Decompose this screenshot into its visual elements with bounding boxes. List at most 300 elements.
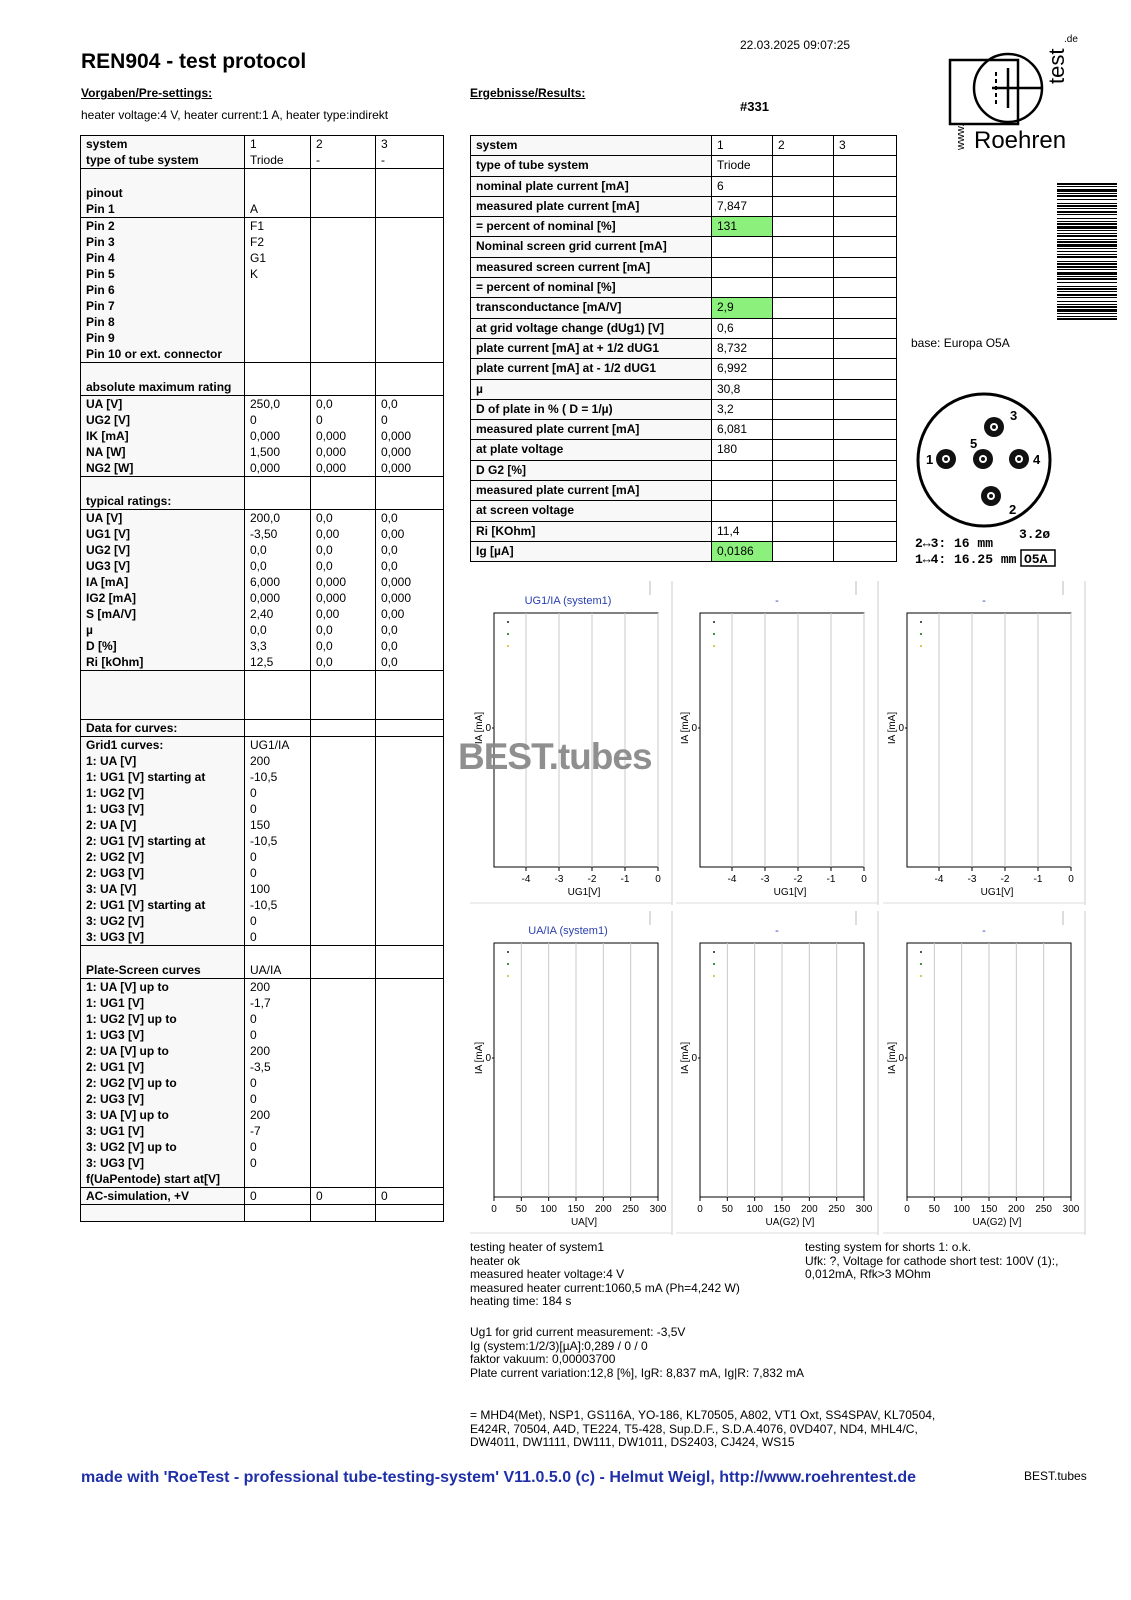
cell-system-2 — [311, 865, 376, 881]
row-label: 1: UG1 [V] starting at — [81, 769, 245, 785]
cell-system-1: 11,4 — [712, 521, 773, 541]
x-tick-label: 300 — [649, 1204, 667, 1215]
cell-system-1: 1,500 — [245, 444, 311, 460]
table-row — [81, 913, 444, 929]
table-row — [471, 460, 897, 480]
logo-www: www. — [955, 123, 967, 150]
row-label: Plate-Screen curves — [81, 962, 245, 979]
row-label: IK [mA] — [81, 428, 245, 444]
cell-system-1 — [245, 169, 311, 186]
table-row — [471, 440, 897, 460]
cell-system-3: 0,0 — [376, 558, 444, 574]
cell-system-2: 0,0 — [311, 638, 376, 654]
base-diagram — [909, 390, 1059, 568]
cell-system-3 — [376, 1011, 444, 1027]
cell-system-1: 0 — [245, 1011, 311, 1027]
cell-system-2: 0,0 — [311, 654, 376, 671]
cell-system-1 — [712, 481, 773, 501]
barcode-bar — [1057, 286, 1117, 287]
cell-system-2 — [311, 185, 376, 201]
row-label: D [%] — [81, 638, 245, 654]
roehrentest-logo — [946, 32, 1086, 154]
table-row — [81, 1011, 444, 1027]
cell-system-1: A — [245, 201, 311, 218]
table-row — [81, 574, 444, 590]
table-row — [471, 501, 897, 521]
barcode-bar — [1057, 251, 1117, 252]
cell-system-2 — [773, 379, 834, 399]
x-tick-label: 300 — [1062, 1204, 1080, 1215]
cell-system-1 — [245, 671, 311, 688]
cell-system-1: 6 — [712, 176, 773, 196]
base-diagram-graphic — [909, 390, 1059, 568]
row-label: typical ratings: — [81, 493, 245, 510]
chart-grid-3 — [883, 581, 1085, 905]
table-row — [81, 703, 444, 720]
cell-system-3: 0,00 — [376, 526, 444, 542]
legend-marker — [920, 951, 922, 953]
cell-system-2: 0,000 — [311, 444, 376, 460]
cell-system-1 — [712, 257, 773, 277]
table-row — [81, 785, 444, 801]
cell-system-2 — [311, 929, 376, 946]
cell-system-3 — [834, 541, 897, 561]
cell-system-1: 200 — [245, 1043, 311, 1059]
cell-system-1 — [245, 346, 311, 363]
cell-system-1: 150 — [245, 817, 311, 833]
cell-system-3: 0,000 — [376, 428, 444, 444]
table-row — [81, 298, 444, 314]
cell-system-3 — [376, 282, 444, 298]
cell-system-1: Triode — [712, 156, 773, 176]
table-row — [81, 379, 444, 396]
legend-marker — [713, 633, 715, 635]
x-tick-label: -2 — [1000, 874, 1010, 885]
cell-system-3 — [376, 720, 444, 737]
table-row — [81, 266, 444, 282]
row-label: plate current [mA] at - 1/2 dUG1 — [471, 359, 712, 379]
legend-marker — [507, 633, 509, 635]
cell-system-2: 0,0 — [311, 510, 376, 527]
barcode-bar — [1057, 313, 1117, 314]
cell-system-1: F2 — [245, 234, 311, 250]
y-axis-label: IA [mA] — [680, 1041, 691, 1075]
table-row — [81, 979, 444, 996]
row-label: 3: UA [V] — [81, 881, 245, 897]
table-row — [81, 282, 444, 298]
cell-system-1: 0,0 — [245, 558, 311, 574]
row-label: Pin 6 — [81, 282, 245, 298]
serial-number: #331 — [740, 99, 769, 114]
cell-system-2 — [311, 250, 376, 266]
cell-system-1: 0 — [245, 849, 311, 865]
row-label: transconductance [mA/V] — [471, 298, 712, 318]
table-row — [81, 477, 444, 494]
table-row — [81, 769, 444, 785]
cell-system-3 — [376, 769, 444, 785]
table-row — [81, 1188, 444, 1205]
cell-system-2 — [773, 237, 834, 257]
cell-system-2 — [773, 176, 834, 196]
chart-title: UG1/IA (system1) — [524, 595, 612, 607]
table-row — [81, 169, 444, 186]
cell-system-1: 6,000 — [245, 574, 311, 590]
x-tick-label: 200 — [1007, 1204, 1025, 1215]
table-row — [81, 1107, 444, 1123]
table-row — [471, 217, 897, 237]
note-line: measured heater current:1060,5 mA (Ph=4,242 W) — [470, 1280, 740, 1295]
barcode-bar — [1057, 294, 1117, 296]
cell-system-2 — [311, 962, 376, 979]
presettings-text: heater voltage:4 V, heater current:1 A, heater type:indirekt — [81, 108, 389, 122]
results-table — [470, 135, 897, 562]
barcode-bar — [1057, 272, 1117, 275]
cell-system-2: 0,000 — [311, 574, 376, 590]
row-label: µ — [471, 379, 712, 399]
row-label: 3: UG2 [V] — [81, 913, 245, 929]
cell-system-2 — [311, 769, 376, 785]
cell-system-2 — [311, 1043, 376, 1059]
cell-system-1 — [245, 1205, 311, 1222]
cell-system-1: 0 — [245, 1091, 311, 1107]
cell-system-3 — [376, 330, 444, 346]
x-tick-label: 0 — [655, 874, 661, 885]
cell-system-3: 0,0 — [376, 510, 444, 527]
cell-system-2: - — [311, 152, 376, 169]
row-label: UG1 [V] — [81, 526, 245, 542]
table-row — [81, 1139, 444, 1155]
row-label: Pin 5 — [81, 266, 245, 282]
cell-system-2 — [773, 541, 834, 561]
cell-system-3 — [376, 363, 444, 380]
row-label: AC-simulation, +V — [81, 1188, 245, 1205]
cell-system-2: 0,0 — [311, 542, 376, 558]
cell-system-1: 200 — [245, 1107, 311, 1123]
row-label: Pin 4 — [81, 250, 245, 266]
pin-label-3: 3 — [1010, 408, 1018, 423]
barcode-graphic — [1057, 183, 1117, 321]
cell-system-1: K — [245, 266, 311, 282]
barcode-bar — [1057, 233, 1117, 234]
cell-system-2 — [773, 196, 834, 216]
cell-system-1: 1 — [245, 136, 311, 153]
table-row — [81, 250, 444, 266]
row-label: measured plate current [mA] — [471, 196, 712, 216]
table-row — [471, 257, 897, 277]
x-tick-label: 50 — [928, 1204, 940, 1215]
row-label: Ri [KOhm] — [471, 521, 712, 541]
cell-system-2 — [773, 156, 834, 176]
cell-system-3 — [376, 671, 444, 688]
cell-system-3 — [376, 849, 444, 865]
barcode-bar — [1057, 223, 1117, 225]
table-row — [81, 346, 444, 363]
x-axis-label: UG1[V] — [773, 887, 807, 898]
chart-title: - — [982, 925, 986, 937]
base-code: O5A — [1024, 552, 1048, 567]
cell-system-3 — [376, 1059, 444, 1075]
cell-system-3 — [834, 521, 897, 541]
barcode-bar — [1057, 282, 1117, 283]
cell-system-2 — [311, 330, 376, 346]
base-label: base: Europa O5A — [911, 336, 1010, 350]
note-line: = MHD4(Met), NSP1, GS116A, YO-186, KL70505, A802, VT1 Oxt, SS4SPAV, KL70504, — [470, 1408, 936, 1422]
cell-system-3 — [376, 865, 444, 881]
legend-marker — [920, 975, 922, 977]
base-dim-14: 1↔4: 16.25 mm — [915, 552, 1017, 567]
x-tick-label: 0 — [1068, 874, 1074, 885]
row-label: Ig [µA] — [471, 541, 712, 561]
barcode-bar — [1057, 214, 1117, 215]
cell-system-2: 0,0 — [311, 396, 376, 413]
row-label: 3: UG3 [V] — [81, 1155, 245, 1171]
cell-system-1 — [712, 237, 773, 257]
cell-system-3: 0,0 — [376, 622, 444, 638]
y-axis-label: IA [mA] — [887, 1041, 898, 1075]
x-tick-label: -3 — [760, 874, 770, 885]
table-row — [81, 946, 444, 963]
cell-system-2 — [773, 481, 834, 501]
row-label: 3: UG1 [V] — [81, 1123, 245, 1139]
cell-system-1: 180 — [712, 440, 773, 460]
legend-marker — [507, 621, 509, 623]
pin-5 — [973, 449, 993, 469]
row-label: Pin 8 — [81, 314, 245, 330]
timestamp: 22.03.2025 09:07:25 — [740, 38, 851, 52]
chart-svg — [676, 581, 878, 905]
table-row — [81, 590, 444, 606]
x-tick-label: 250 — [622, 1204, 640, 1215]
table-row — [471, 521, 897, 541]
x-tick-label: -4 — [521, 874, 531, 885]
cell-system-1 — [245, 314, 311, 330]
cell-system-1: F1 — [245, 218, 311, 235]
cell-system-1: 200 — [245, 753, 311, 769]
cell-system-1: 6,992 — [712, 359, 773, 379]
cell-system-1: -10,5 — [245, 833, 311, 849]
cell-system-2 — [311, 1059, 376, 1075]
cell-system-2 — [311, 1107, 376, 1123]
cell-system-3: 0,0 — [376, 654, 444, 671]
cell-system-2 — [311, 266, 376, 282]
table-row — [81, 412, 444, 428]
legend-marker — [713, 621, 715, 623]
row-label: 2: UG1 [V] — [81, 1059, 245, 1075]
table-row — [81, 929, 444, 946]
x-tick-label: 100 — [746, 1204, 764, 1215]
cell-system-3 — [834, 379, 897, 399]
cell-system-3 — [376, 753, 444, 769]
cell-system-1 — [245, 703, 311, 720]
cell-system-2: 0 — [311, 1188, 376, 1205]
chart-plate-2 — [676, 911, 878, 1235]
table-row — [81, 753, 444, 769]
note-line: DW4011, DW1111, DW111, DW1011, DS2403, CJ424, WS15 — [470, 1435, 795, 1450]
row-label — [81, 363, 245, 380]
row-label: measured screen current [mA] — [471, 257, 712, 277]
x-axis-label: UA[V] — [570, 1217, 598, 1228]
row-label: D of plate in % ( D = 1/µ) — [471, 399, 712, 419]
table-row — [471, 298, 897, 318]
table-row — [471, 338, 897, 358]
note-line: 0,012mA, Rfk>3 MOhm — [805, 1267, 931, 1282]
cell-system-2: 2 — [311, 136, 376, 153]
row-label: 3: UG3 [V] — [81, 929, 245, 946]
cell-system-3: 0,0 — [376, 396, 444, 413]
cell-system-3 — [376, 897, 444, 913]
row-label — [81, 169, 245, 186]
cell-system-3 — [376, 477, 444, 494]
note-line: Ug1 for grid current measurement: -3,5V — [470, 1325, 686, 1339]
row-label: type of tube system — [81, 152, 245, 169]
table-row — [471, 420, 897, 440]
cell-system-3 — [834, 176, 897, 196]
table-row — [81, 396, 444, 413]
row-label: = percent of nominal [%] — [471, 217, 712, 237]
table-row — [471, 156, 897, 176]
cell-system-1: -7 — [245, 1123, 311, 1139]
table-row — [471, 237, 897, 257]
barcode-bar — [1057, 199, 1117, 200]
cell-system-1 — [245, 720, 311, 737]
table-row — [81, 1091, 444, 1107]
cell-system-1: UG1/IA — [245, 737, 311, 754]
cell-system-2 — [773, 521, 834, 541]
cell-system-3 — [376, 687, 444, 703]
cell-system-1: 6,081 — [712, 420, 773, 440]
footer-credit: made with 'RoeTest - professional tube-testing-system' V11.0.5.0 (c) - Helmut Weigl, http://www.roehrentest.de — [81, 1469, 917, 1486]
shorts-notes — [805, 1241, 1058, 1282]
note-line: testing system for shorts 1: o.k. — [805, 1240, 972, 1254]
y-axis-label: IA [mA] — [680, 711, 691, 745]
barcode-bar — [1057, 297, 1117, 298]
barcode-bar — [1057, 269, 1117, 270]
row-label: IA [mA] — [81, 574, 245, 590]
barcode-bar — [1057, 193, 1117, 194]
chart-title: - — [775, 925, 779, 937]
cell-system-3 — [834, 501, 897, 521]
cell-system-3: 3 — [834, 136, 897, 156]
cell-system-1: 0,000 — [245, 428, 311, 444]
cell-system-1 — [245, 282, 311, 298]
cell-system-1: 0,0 — [245, 542, 311, 558]
cell-system-2 — [311, 346, 376, 363]
cell-system-2 — [311, 314, 376, 330]
row-label: 2: UA [V] — [81, 817, 245, 833]
x-tick-label: -3 — [554, 874, 564, 885]
grid-current-notes — [470, 1326, 804, 1380]
cell-system-1: 200,0 — [245, 510, 311, 527]
row-label: Grid1 curves: — [81, 737, 245, 754]
x-tick-label: 150 — [773, 1204, 791, 1215]
x-tick-label: -1 — [620, 874, 630, 885]
cell-system-3 — [834, 217, 897, 237]
cell-system-2 — [311, 881, 376, 897]
cell-system-3: 0,000 — [376, 574, 444, 590]
cell-system-2 — [773, 257, 834, 277]
cell-system-1 — [245, 1171, 311, 1188]
cell-system-1: 250,0 — [245, 396, 311, 413]
cell-system-2 — [311, 1123, 376, 1139]
table-row — [81, 720, 444, 737]
y-axis-label: IA [mA] — [474, 711, 485, 745]
table-row — [471, 318, 897, 338]
logo-graphic — [946, 32, 1086, 154]
barcode-bar — [1057, 278, 1117, 280]
x-tick-label: -4 — [934, 874, 944, 885]
cell-system-3: 3 — [376, 136, 444, 153]
row-label: Pin 9 — [81, 330, 245, 346]
row-label: 2: UG1 [V] starting at — [81, 833, 245, 849]
y-zero-label: 0 — [898, 723, 904, 734]
x-tick-label: 250 — [828, 1204, 846, 1215]
cell-system-3 — [834, 440, 897, 460]
cell-system-3 — [376, 1091, 444, 1107]
cell-system-3 — [376, 201, 444, 218]
barcode-bar — [1057, 316, 1117, 317]
x-tick-label: 0 — [861, 874, 867, 885]
chart-svg — [676, 911, 878, 1235]
y-zero-label: 0 — [691, 1053, 697, 1064]
table-row — [471, 379, 897, 399]
barcode-bar — [1057, 256, 1117, 258]
cell-system-3 — [376, 929, 444, 946]
cell-system-3 — [376, 250, 444, 266]
cell-system-2 — [311, 1091, 376, 1107]
row-label: at plate voltage — [471, 440, 712, 460]
cell-system-1: 7,847 — [712, 196, 773, 216]
cell-system-2 — [311, 913, 376, 929]
cell-system-1: 30,8 — [712, 379, 773, 399]
x-axis-label: UA(G2) [V] — [972, 1217, 1022, 1228]
barcode-bar — [1057, 241, 1117, 243]
cell-system-3 — [834, 359, 897, 379]
cell-system-1: 0,000 — [245, 590, 311, 606]
row-label: UG2 [V] — [81, 412, 245, 428]
pin-label-5: 5 — [970, 436, 978, 451]
cell-system-1: -10,5 — [245, 769, 311, 785]
legend-marker — [507, 951, 509, 953]
cell-system-1: 12,5 — [245, 654, 311, 671]
row-label: measured plate current [mA] — [471, 481, 712, 501]
presettings-heading: Vorgaben/Pre-settings: — [81, 86, 213, 100]
cell-system-3 — [376, 703, 444, 720]
cell-system-2: 0,00 — [311, 606, 376, 622]
x-tick-label: 250 — [1035, 1204, 1053, 1215]
cell-system-2: 0,000 — [311, 460, 376, 477]
table-row — [81, 654, 444, 671]
barcode-bar — [1057, 189, 1117, 192]
watermark: BEST.tubes — [458, 736, 652, 777]
cell-system-1: -3,5 — [245, 1059, 311, 1075]
cell-system-3 — [376, 1205, 444, 1222]
x-tick-label: -2 — [587, 874, 597, 885]
x-tick-label: 0 — [491, 1204, 497, 1215]
pin-3 — [984, 417, 1004, 437]
chart-title: - — [775, 595, 779, 607]
cell-system-2 — [311, 493, 376, 510]
row-label: absolute maximum rating — [81, 379, 245, 396]
note-line: measured heater voltage:4 V — [470, 1267, 625, 1282]
row-label: 2: UG1 [V] starting at — [81, 897, 245, 913]
row-label: 1: UA [V] up to — [81, 979, 245, 996]
cell-system-3 — [834, 257, 897, 277]
cell-system-2 — [311, 1075, 376, 1091]
cell-system-1 — [245, 946, 311, 963]
cell-system-2 — [311, 687, 376, 703]
cell-system-2 — [311, 737, 376, 754]
x-tick-label: 50 — [721, 1204, 733, 1215]
